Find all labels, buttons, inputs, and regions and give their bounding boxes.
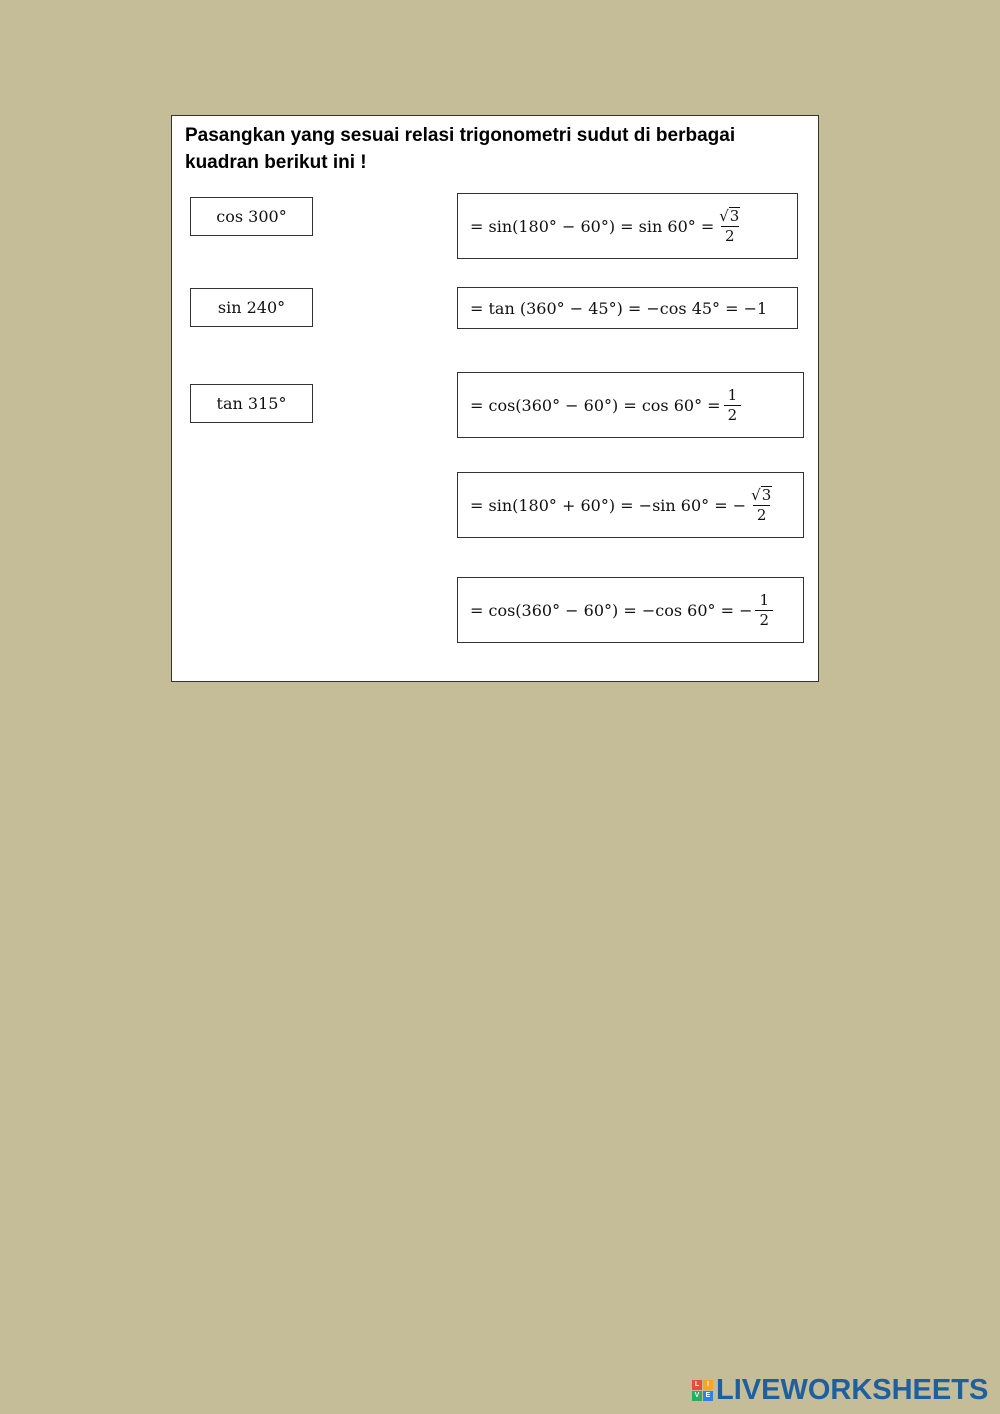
answer-fraction xyxy=(749,486,774,525)
sqrt-symbol: √ 3 xyxy=(719,206,740,225)
question-box-tan-315[interactable] xyxy=(190,384,313,423)
answer-box-sin-60[interactable] xyxy=(457,193,798,259)
answer-expression: = cos(360° − 60°) = cos 60° = xyxy=(470,395,721,415)
fraction-numerator: 1 xyxy=(759,590,770,609)
answer-fraction xyxy=(717,207,742,246)
question-label: sin 240° xyxy=(217,298,286,317)
liveworksheets-mark-icon: L I V E xyxy=(692,1380,713,1401)
liveworksheets-logo xyxy=(692,1374,988,1406)
answer-box-cos-60[interactable] xyxy=(457,372,804,438)
answer-box-neg-cos-60[interactable] xyxy=(457,577,804,643)
answer-expression: = cos(360° − 60°) = −cos 60° = − xyxy=(470,600,753,620)
fraction-numerator: 1 xyxy=(727,385,738,404)
instruction-text: Pasangkan yang sesuai relasi trigonometri sudut di berbagai kuadran berikut ini ! xyxy=(185,125,736,173)
fraction-denominator: 2 xyxy=(755,610,773,630)
question-box-sin-240[interactable] xyxy=(190,288,313,327)
answer-fraction xyxy=(724,386,742,425)
question-label: tan 315° xyxy=(216,394,287,413)
answer-expression: = sin(180° + 60°) = −sin 60° = − xyxy=(470,495,747,515)
sqrt-symbol: √ 3 xyxy=(751,485,772,504)
answer-expression: = sin(180° − 60°) = sin 60° = xyxy=(470,216,715,236)
question-box-cos-300[interactable] xyxy=(190,197,313,236)
fraction-denominator: 2 xyxy=(753,505,771,525)
answer-box-tan-45[interactable] xyxy=(457,287,798,329)
fraction-numerator: 3 xyxy=(761,485,772,504)
question-label: cos 300° xyxy=(216,207,287,226)
fraction-numerator: 3 xyxy=(729,206,740,225)
answer-fraction xyxy=(755,591,773,630)
worksheet-panel xyxy=(171,115,819,682)
answer-box-neg-sin-60[interactable] xyxy=(457,472,804,538)
fraction-denominator: 2 xyxy=(721,226,739,246)
fraction-denominator: 2 xyxy=(724,405,742,425)
brand-name: LIVEWORKSHEETS xyxy=(716,1373,989,1406)
answer-expression: = tan (360° − 45°) = −cos 45° = −1 xyxy=(470,298,768,318)
